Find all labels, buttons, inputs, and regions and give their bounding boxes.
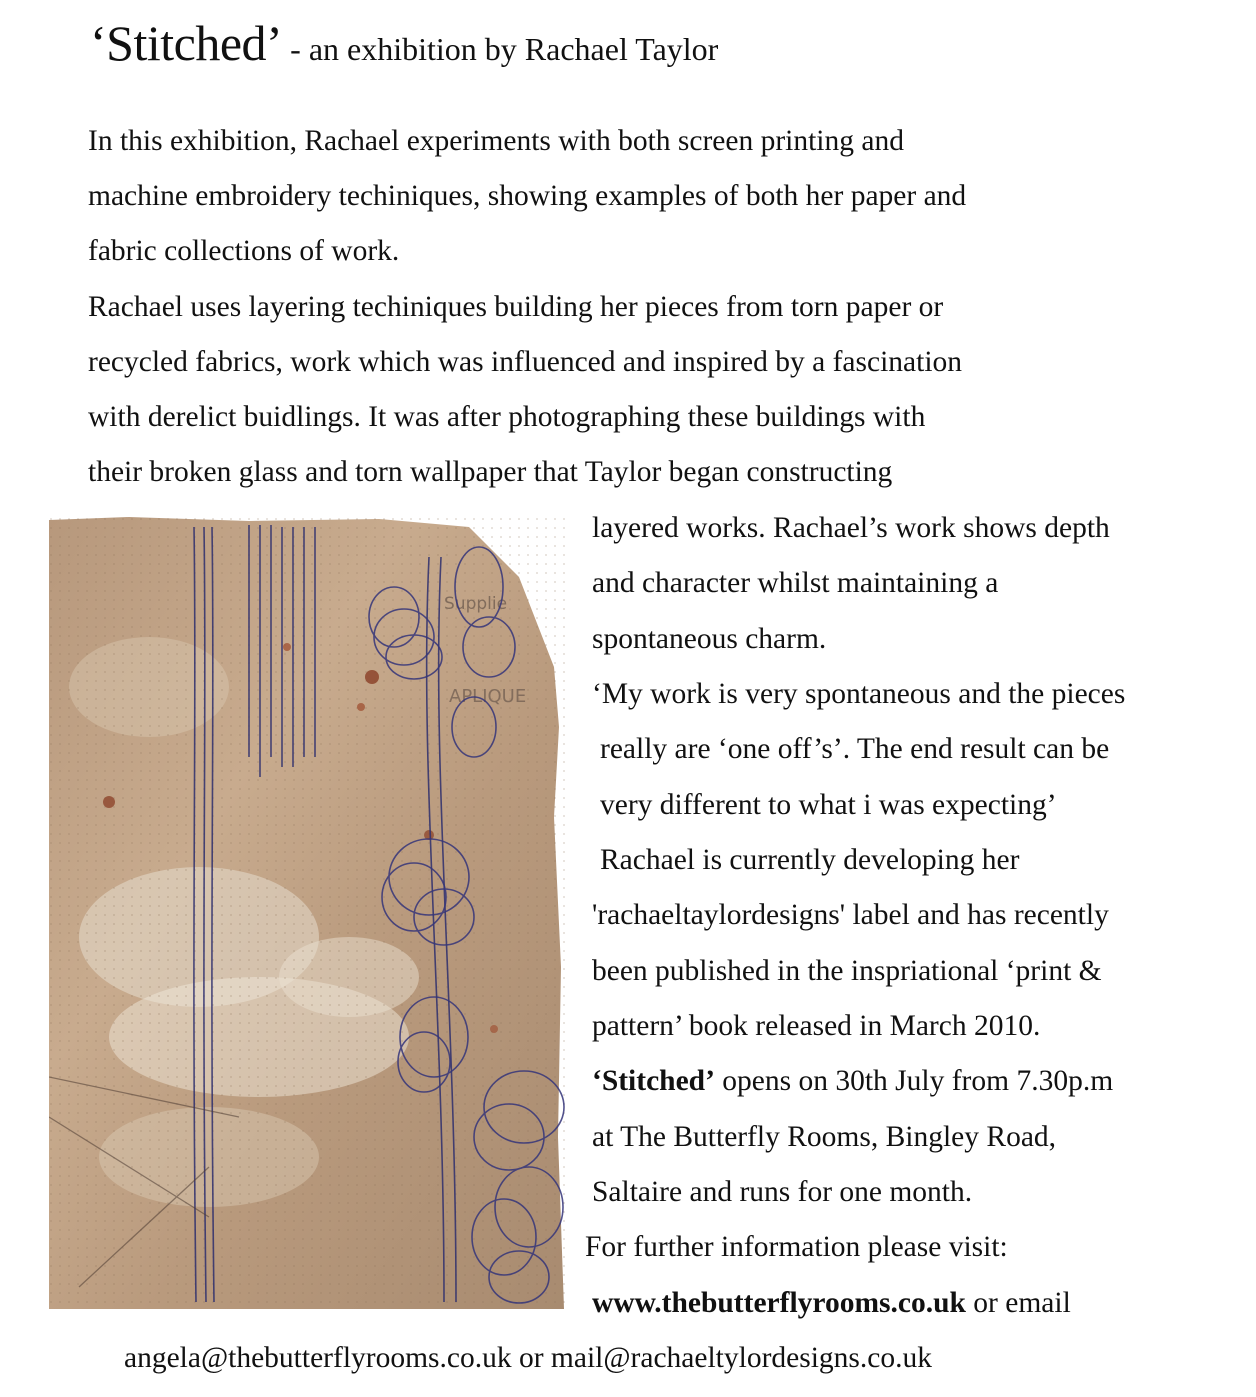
opening-date: opens on 30th July from 7.30p.m: [714, 1065, 1114, 1097]
body-line: Rachael is currently developing her: [600, 844, 1020, 876]
artwork-image: [49, 517, 570, 1309]
body-line: with derelict buidlings. It was after photographing these buildings with: [88, 401, 926, 433]
body-line: their broken glass and torn wallpaper that Taylor began constructing: [88, 456, 893, 488]
body-line: Rachael uses layering techiniques building her pieces from torn paper or: [88, 291, 944, 323]
website-link[interactable]: www.thebutterflyrooms.co.uk: [592, 1287, 966, 1319]
contact-intro: For further information please visit:: [585, 1231, 1008, 1263]
duration-line: Saltaire and runs for one month.: [592, 1176, 973, 1208]
quote-line: ‘My work is very spontaneous and the pieces: [592, 678, 1126, 710]
exhibition-name: ‘Stitched’: [592, 1065, 715, 1097]
body-line: 'rachaeltaylordesigns' label and has recently: [592, 899, 1109, 931]
body-line: and character whilst maintaining a: [592, 567, 999, 599]
body-line: In this exhibition, Rachael experiments with both screen printing and: [88, 125, 904, 157]
artwork-label-top: Supplie: [444, 594, 508, 614]
title-main: ‘Stitched’: [90, 15, 283, 71]
body-line: machine embroidery techiniques, showing examples of both her paper and: [88, 180, 967, 212]
quote-line: really are ‘one off’s’. The end result can be: [600, 733, 1110, 765]
email-line[interactable]: angela@thebutterflyrooms.co.uk or mail@rachaeltylordesigns.co.uk: [124, 1342, 932, 1374]
venue-line: at The Butterfly Rooms, Bingley Road,: [592, 1121, 1057, 1153]
title-subtitle: - an exhibition by Rachael Taylor: [290, 31, 719, 67]
or-email-text: or email: [965, 1287, 1071, 1319]
body-line: recycled fabrics, work which was influenced and inspired by a fascination: [88, 346, 963, 378]
opening-line: [592, 1067, 1113, 1097]
body-line: been published in the inspriational ‘print &: [592, 955, 1102, 987]
page-title: [90, 14, 718, 72]
body-line: fabric collections of work.: [88, 235, 400, 267]
quote-line: very different to what i was expecting’: [600, 789, 1057, 821]
body-line: layered works. Rachael’s work shows depth: [592, 512, 1110, 544]
website-line: [592, 1289, 1071, 1319]
body-line: spontaneous charm.: [592, 623, 827, 655]
body-line: pattern’ book released in March 2010.: [592, 1010, 1041, 1042]
artwork-label-mid: APLIQUE: [449, 686, 527, 707]
